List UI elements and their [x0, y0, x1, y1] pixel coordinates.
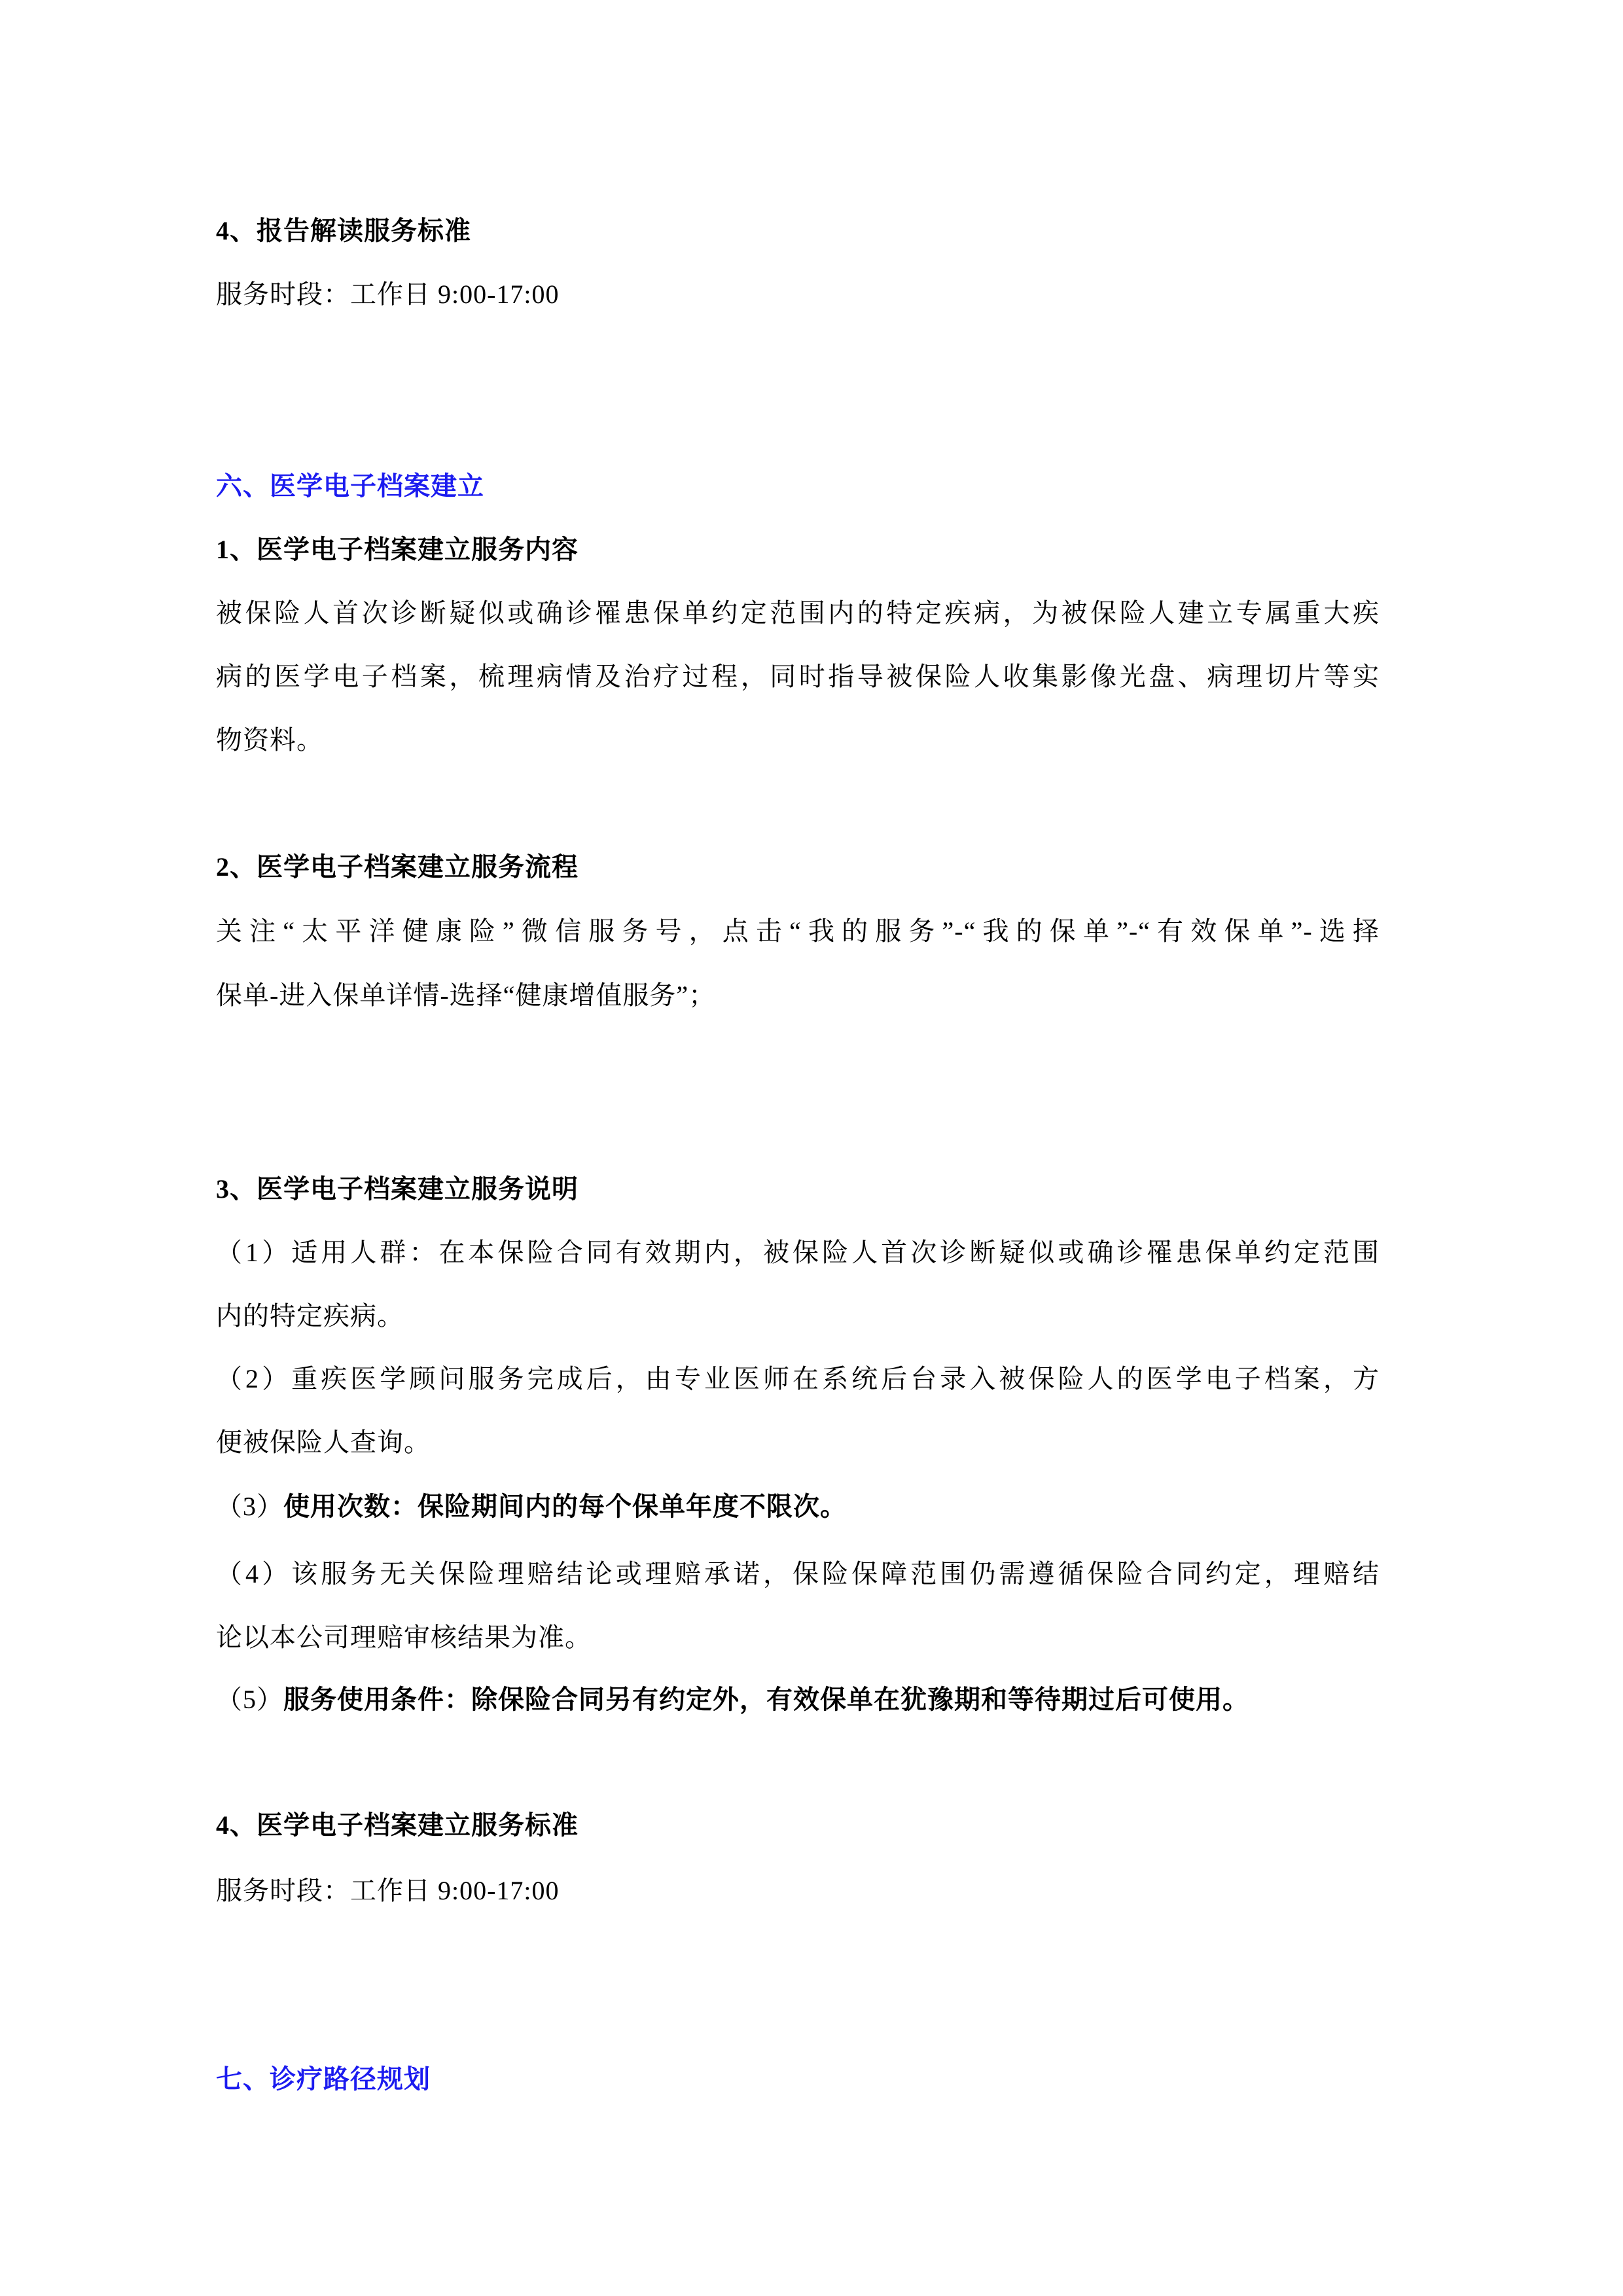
section-6-item3-note1-line-1: （1）适用人群：在本保险合同有效期内，被保险人首次诊断疑似或确诊罹患保单约定范围: [216, 1238, 1380, 1267]
prev-section-item4-heading: 4、报告解读服务标准: [216, 216, 471, 245]
section-6-item3-heading: 3、医学电子档案建立服务说明: [216, 1174, 579, 1204]
section-6-item4-heading: 4、医学电子档案建立服务标准: [216, 1810, 579, 1840]
section-6-item1-paragraph-line-3: 物资料。: [216, 725, 323, 755]
section-6-item2-paragraph-line-1: 关注“太平洋健康险”微信服务号，点击“我的服务”-“我的保单”-“有效保单”-选择: [216, 916, 1380, 946]
section-6-item3-note4-line-2: 论以本公司理赔审核结果为准。: [216, 1623, 592, 1652]
section-7-title: 七、诊疗路径规划: [216, 2064, 431, 2094]
section-6-item3-note3-run-1: （3）: [216, 1492, 283, 1521]
section-6-service-hours: 服务时段：工作日 9:00-17:00: [216, 1876, 560, 1905]
section-6-item2-paragraph-line-2: 保单-进入保单详情-选择“健康增值服务”；: [216, 980, 716, 1010]
section-6-item3-note3: [216, 1490, 1380, 1523]
section-6-item3-note5-run-2: 服务使用条件：除保险合同另有约定外，有效保单在犹豫期和等待期过后可使用。: [283, 1685, 1249, 1714]
section-6-item3-note5: [216, 1683, 1380, 1716]
section-6-item3-note5-run-1: （5）: [216, 1685, 283, 1714]
section-6-item3-note4-line-1: （4）该服务无关保险理赔结论或理赔承诺，保险保障范围仍需遵循保险合同约定，理赔结: [216, 1559, 1380, 1588]
section-6-item3-note1-line-2: 内的特定疾病。: [216, 1301, 404, 1331]
section-6-item3-note3-run-2: 使用次数：保险期间内的每个保单年度不限次。: [283, 1492, 847, 1521]
section-6-title: 六、医学电子档案建立: [216, 471, 484, 501]
section-6-item1-paragraph-line-2: 病的医学电子档案，梳理病情及治疗过程，同时指导被保险人收集影像光盘、病理切片等实: [216, 662, 1380, 691]
section-6-item1-heading: 1、医学电子档案建立服务内容: [216, 535, 579, 564]
section-6-item3-note2-line-1: （2）重疾医学顾问服务完成后，由专业医师在系统后台录入被保险人的医学电子档案，方: [216, 1364, 1380, 1393]
prev-section-service-hours: 服务时段：工作日 9:00-17:00: [216, 279, 560, 309]
section-6-item1-paragraph-line-1: 被保险人首次诊断疑似或确诊罹患保单约定范围内的特定疾病，为被保险人建立专属重大疾: [216, 598, 1380, 628]
section-6-item3-note2-line-2: 便被保险人查询。: [216, 1427, 431, 1457]
section-6-item2-heading: 2、医学电子档案建立服务流程: [216, 852, 579, 882]
